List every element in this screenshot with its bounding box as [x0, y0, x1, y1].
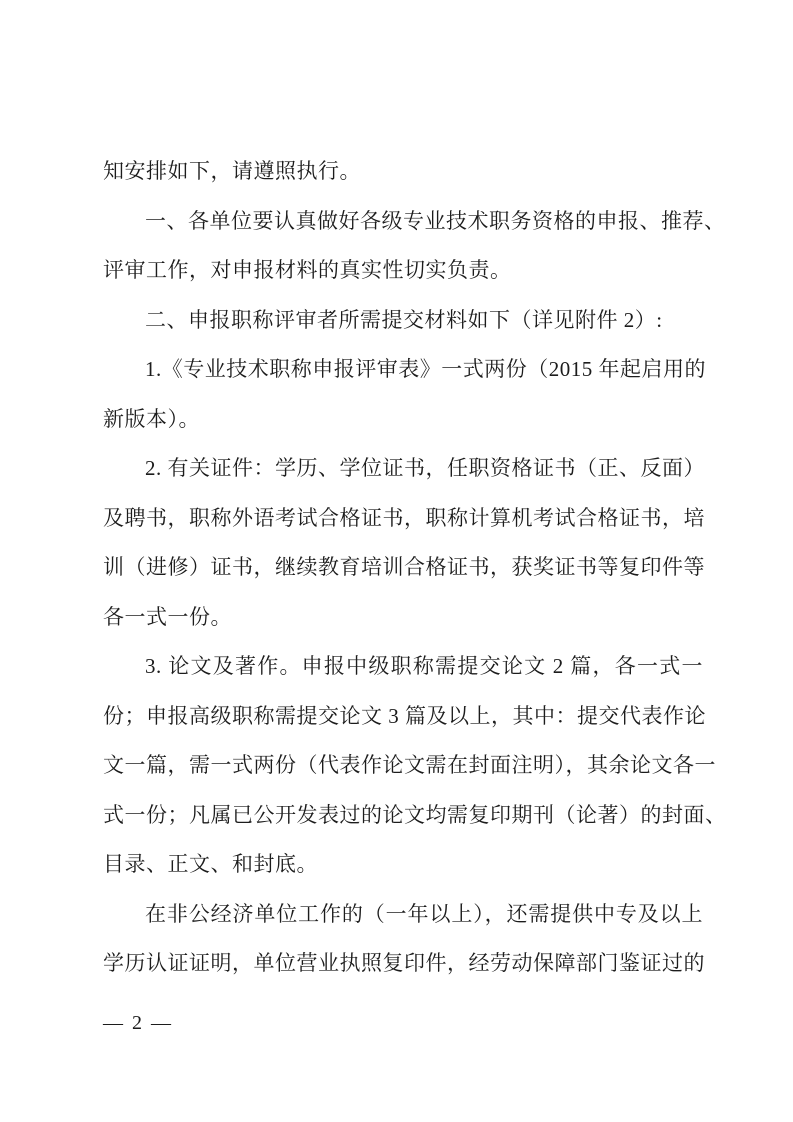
text-line: 学历认证证明，单位营业执照复印件，经劳动保障部门鉴证过的 [103, 951, 705, 975]
text-line: 2. 有关证件：学历、学位证书，任职资格证书（正、反面） [145, 456, 705, 480]
page-number: — 2 — [103, 1012, 173, 1034]
text-line: 在非公经济单位工作的（一年以上），还需提供中专及以上 [145, 901, 703, 926]
text-line: 新版本）。 [103, 406, 200, 431]
text-line: 一、各单位要认真做好各级专业技术职务资格的申报、推荐、 [145, 208, 726, 233]
text-line: 二、申报职称评审者所需提交材料如下（详见附件 2）: [145, 307, 663, 332]
text-line: 份；申报高级职称需提交论文 3 篇及以上，其中：提交代表作论 [103, 703, 706, 728]
text-line: 知安排如下，请遵照执行。 [103, 159, 361, 183]
text-line: 式一份；凡属已公开发表过的论文均需复印期刊（论著）的封面、 [103, 802, 727, 827]
text-line: 文一篇，需一式两份（代表作论文需在封面注明），其余论文各一 [103, 753, 716, 777]
text-line: 训（进修）证书，继续教育培训合格证书，获奖证书等复印件等 [103, 555, 705, 579]
text-line: 1.《专业技术职称申报评审表》一式两份（2015 年起启用的 [145, 357, 706, 381]
text-line: 各一式一份。 [103, 604, 232, 629]
text-line: 及聘书，职称外语考试合格证书，职称计算机考试合格证书，培 [103, 505, 705, 530]
text-line: 目录、正文、和封底。 [103, 852, 318, 876]
document-body [103, 147, 727, 989]
text-line: 3. 论文及著作。申报中级职称需提交论文 2 篇，各一式一 [145, 654, 703, 678]
text-line: 评审工作，对申报材料的真实性切实负责。 [103, 258, 512, 282]
